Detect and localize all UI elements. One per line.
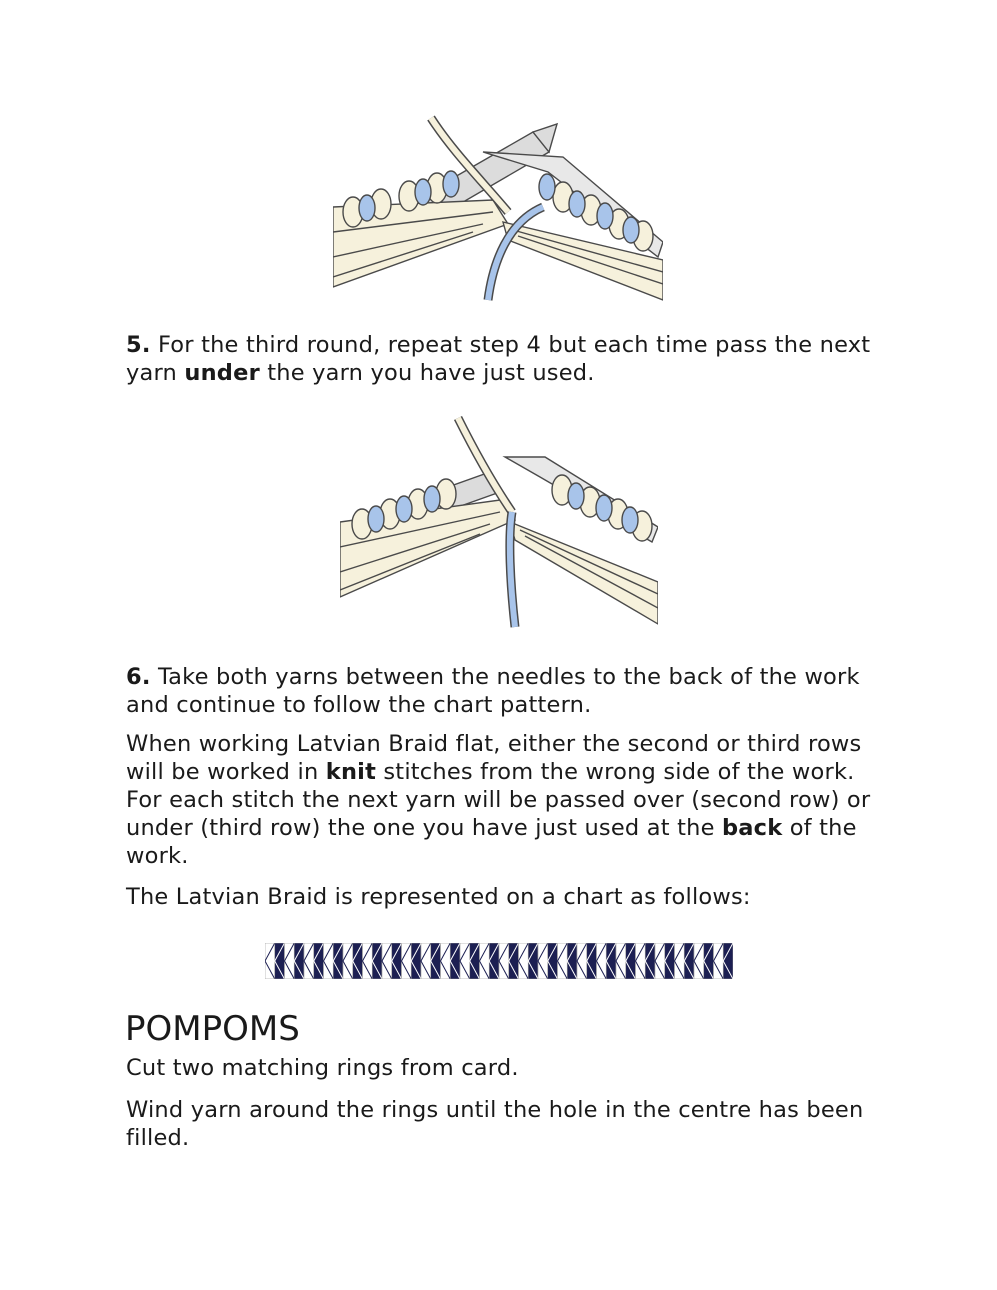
step-text: the yarn you have just used. <box>259 360 595 386</box>
emphasis: knit <box>325 759 377 785</box>
chart-cell-dark <box>314 943 324 979</box>
chart-cell-light <box>519 943 529 979</box>
chart-cell-light <box>343 943 353 979</box>
pompom-step-1: Cut two matching rings from card. <box>126 1055 519 1081</box>
chart-cell-dark <box>626 943 636 979</box>
chart-cell-light <box>304 943 314 979</box>
chart-cell-light <box>265 943 275 979</box>
step-6-paragraph <box>126 663 886 719</box>
chart-cell-dark <box>431 943 441 979</box>
chart-cell-dark <box>411 943 421 979</box>
chart-cell-light <box>655 943 665 979</box>
step-text: Take both yarns between the needles to the back of the work and continue to follow the chart pattern. <box>126 664 860 718</box>
chart-cell-light <box>402 943 412 979</box>
emphasis: back <box>721 815 783 841</box>
chart-cell-dark <box>275 943 285 979</box>
chart-cell-dark <box>665 943 675 979</box>
chart-cell-dark <box>528 943 538 979</box>
chart-cell-dark <box>723 943 733 979</box>
body-text: When working Latvian Braid flat, either the second or third rows will be worked in <box>126 731 862 785</box>
step-5-paragraph <box>126 331 886 387</box>
chart-cell-light <box>597 943 607 979</box>
chart-cell-dark <box>587 943 597 979</box>
chart-cell-dark <box>333 943 343 979</box>
chart-cell-light <box>421 943 431 979</box>
chart-cell-light <box>694 943 704 979</box>
chart-cell-dark <box>294 943 304 979</box>
chart-cell-light <box>538 943 548 979</box>
chart-cell-dark <box>548 943 558 979</box>
chart-cell-light <box>460 943 470 979</box>
chart-cell-light <box>616 943 626 979</box>
flat-working-paragraph <box>126 730 886 870</box>
chart-cell-light <box>324 943 334 979</box>
chart-cell-light <box>441 943 451 979</box>
chart-cell-dark <box>489 943 499 979</box>
step-number: 5. <box>126 332 151 358</box>
chart-cell-light <box>480 943 490 979</box>
pompoms-heading: POMPOMS <box>125 1009 300 1049</box>
chart-cell-dark <box>372 943 382 979</box>
chart-cell-dark <box>353 943 363 979</box>
knitting-illustration-step4 <box>333 112 663 302</box>
step-text: For the third round, repeat step 4 but each time pass the next yarn <box>126 332 871 386</box>
chart-cell-light <box>499 943 509 979</box>
pompom-step-2: Wind yarn around the rings until the hole in the centre has been filled. <box>126 1097 864 1151</box>
knitting-illustration-step5 <box>340 412 658 632</box>
chart-cell-dark <box>684 943 694 979</box>
step-number: 6. <box>126 664 151 690</box>
chart-cell-dark <box>606 943 616 979</box>
body-text: stitches from the wrong side of the work. For each stitch the next yarn will be passed over (second row) or under (third row) the one you have just used at the <box>126 759 871 841</box>
chart-cell-dark <box>509 943 519 979</box>
chart-cell-light <box>285 943 295 979</box>
latvian-braid-chart <box>265 943 733 979</box>
chart-cell-light <box>636 943 646 979</box>
chart-cell-dark <box>470 943 480 979</box>
body-text: of the work. <box>126 815 857 869</box>
chart-cell-light <box>714 943 724 979</box>
chart-intro-paragraph: The Latvian Braid is represented on a chart as follows: <box>126 884 751 910</box>
chart-cell-dark <box>645 943 655 979</box>
chart-cell-dark <box>450 943 460 979</box>
chart-cell-light <box>382 943 392 979</box>
chart-cell-light <box>675 943 685 979</box>
chart-cell-dark <box>567 943 577 979</box>
emphasis: under <box>184 360 260 386</box>
chart-cell-light <box>577 943 587 979</box>
chart-cell-dark <box>704 943 714 979</box>
chart-cell-light <box>558 943 568 979</box>
chart-cell-dark <box>392 943 402 979</box>
chart-cell-light <box>363 943 373 979</box>
